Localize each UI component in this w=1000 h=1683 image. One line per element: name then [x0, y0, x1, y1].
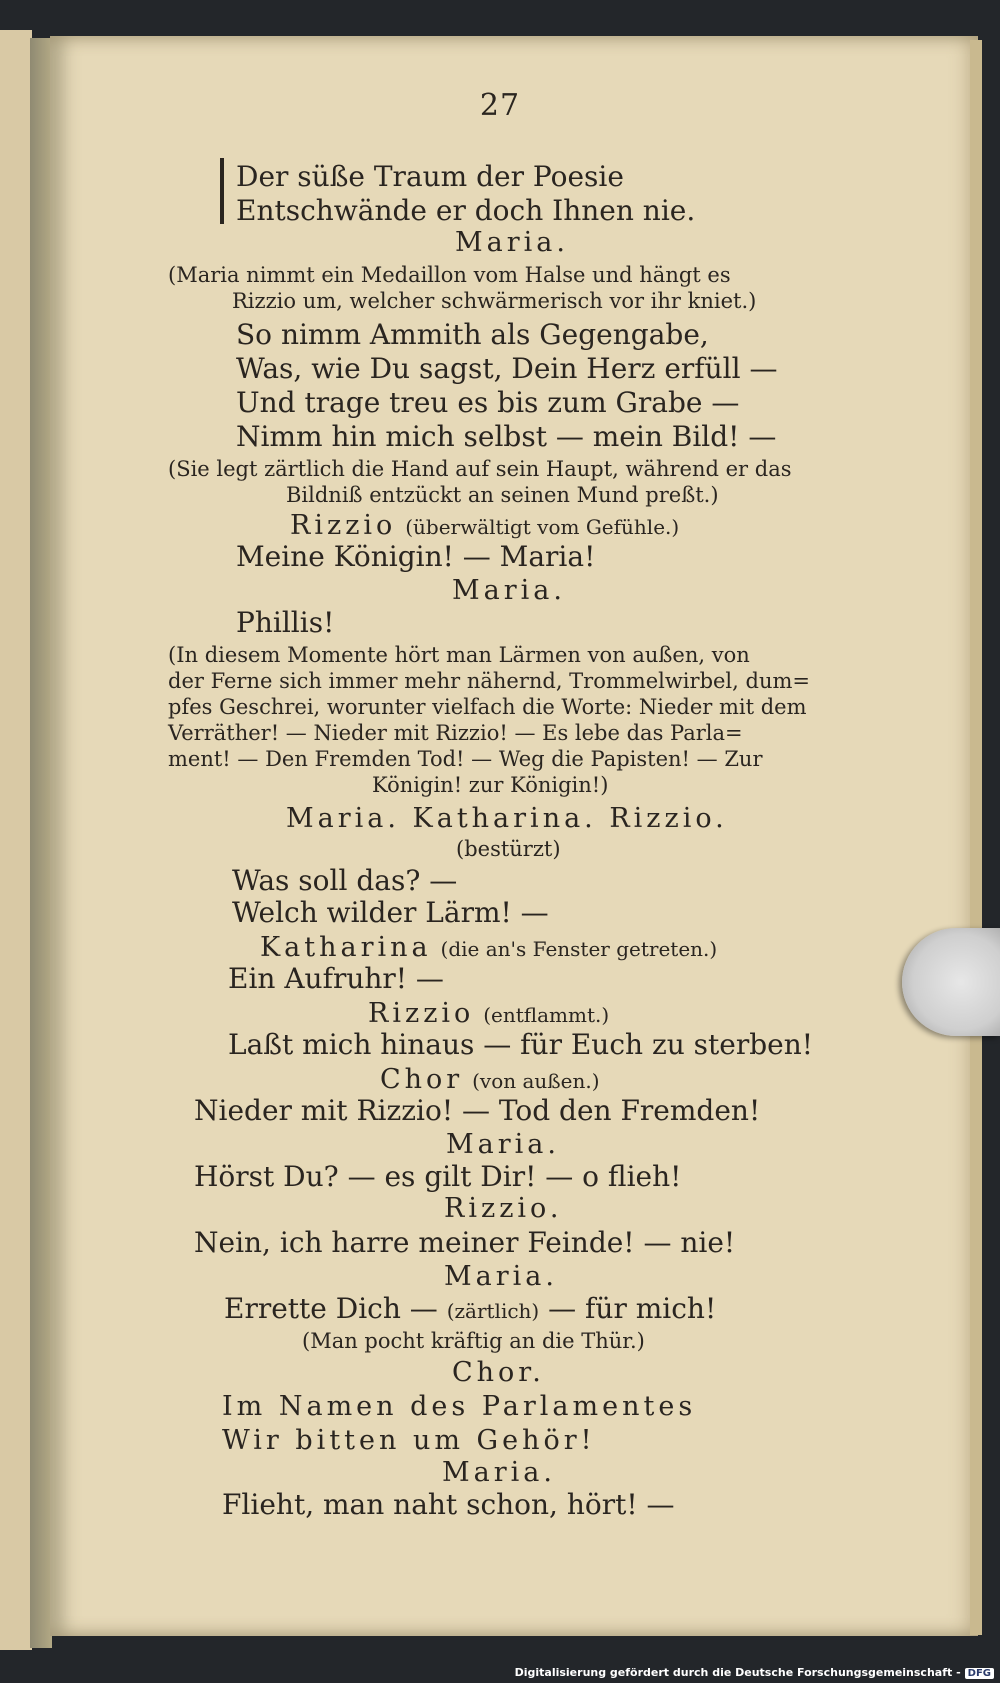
verse-line: Nieder mit Rizzio! — Tod den Fremden! — [194, 1094, 761, 1127]
left-page-edge — [0, 30, 32, 1650]
verse-line: Nein, ich harre meiner Feinde! — nie! — [194, 1226, 736, 1259]
page-right-edge — [970, 40, 982, 1635]
verse-line: Flieht, man naht schon, hört! — — [222, 1488, 675, 1521]
stage-direction: pfes Geschrei, worunter vielfach die Worte: Nieder mit dem — [168, 695, 807, 719]
stage-direction: Rizzio um, welcher schwärmerisch vor ihr kniet.) — [232, 289, 757, 313]
verse-line: Meine Königin! — Maria! — [236, 540, 596, 573]
verse-line: Was, wie Du sagst, Dein Herz erfüll — — [236, 352, 778, 385]
speaker-name: Rizzio. — [444, 1193, 563, 1224]
verse-fragment: Errette Dich — — [224, 1292, 438, 1325]
speaker-name: Maria. — [452, 575, 566, 606]
verse-fragment: — für mich! — [548, 1292, 717, 1325]
verse-line: Phillis! — [236, 606, 335, 639]
speaker-name: Maria. — [442, 1457, 556, 1488]
speaker-name: Katharina — [260, 932, 432, 963]
speaker-name: Rizzio — [290, 510, 397, 541]
margin-bar — [220, 158, 224, 224]
speaker-line — [368, 996, 609, 1032]
stage-direction: (Maria nimmt ein Medaillon vom Halse und hängt es — [168, 263, 731, 287]
stage-direction: ment! — Den Fremden Tod! — Weg die Papisten! — Zur — [168, 747, 763, 771]
stage-direction: Verräther! — Nieder mit Rizzio! — Es lebe das Parla= — [168, 721, 743, 745]
speaker-name: Chor — [380, 1064, 464, 1095]
stage-direction: (Sie legt zärtlich die Hand auf sein Haupt, während er das — [168, 457, 792, 481]
verse-line: Im Namen des Parlamentes — [222, 1391, 697, 1422]
stage-direction: (von außen.) — [472, 1069, 600, 1093]
stage-direction: (entflammt.) — [483, 1003, 610, 1027]
speaker-name: Maria. — [446, 1129, 560, 1160]
scanner-thumb-holder — [902, 928, 1000, 1036]
verse-line — [224, 1292, 716, 1328]
stage-direction: Bildniß entzückt an seinen Mund preßt.) — [286, 483, 719, 507]
dfg-logo: DFG — [965, 1668, 994, 1679]
verse-line: Welch wilder Lärm! — — [232, 896, 549, 929]
stage-direction: (zärtlich) — [446, 1299, 540, 1323]
verse-line: Entschwände er doch Ihnen nie. — [236, 194, 696, 227]
stage-direction: (die an's Fenster getreten.) — [440, 937, 718, 961]
verse-line: Was soll das? — — [232, 864, 458, 897]
credit-text: Digitalisierung gefördert durch die Deutsche Forschungsgemeinschaft - — [514, 1666, 961, 1679]
speaker-name: Rizzio — [368, 998, 475, 1029]
speaker-names: Maria. Katharina. Rizzio. — [286, 803, 728, 834]
verse-line: Laßt mich hinaus — für Euch zu sterben! — [228, 1028, 813, 1061]
verse-line: Der süße Traum der Poesie — [236, 160, 624, 193]
verse-line: Und trage treu es bis zum Grabe — — [236, 386, 740, 419]
stage-direction: der Ferne sich immer mehr nähernd, Trommelwirbel, dum= — [168, 669, 810, 693]
verse-line: Ein Aufruhr! — — [228, 962, 444, 995]
stage-direction: (überwältigt vom Gefühle.) — [405, 515, 680, 539]
speaker-line — [260, 930, 717, 966]
book-gutter — [30, 38, 52, 1648]
stage-direction: Königin! zur Königin!) — [372, 773, 609, 797]
verse-line: Hörst Du? — es gilt Dir! — o flieh! — [194, 1160, 682, 1193]
speaker-line — [380, 1062, 600, 1098]
speaker-name: Maria. — [455, 227, 569, 258]
page-number: 27 — [479, 88, 521, 123]
verse-line: So nimm Ammith als Gegengabe, — [236, 318, 709, 351]
speaker-name: Chor. — [452, 1357, 545, 1388]
speaker-line — [290, 508, 679, 544]
stage-direction: (Man pocht kräftig an die Thür.) — [302, 1329, 645, 1353]
verse-line: Nimm hin mich selbst — mein Bild! — — [236, 420, 777, 453]
stage-direction: (bestürzt) — [456, 837, 561, 861]
verse-line: Wir bitten um Gehör! — [222, 1425, 596, 1456]
stage-direction: (In diesem Momente hört man Lärmen von außen, von — [168, 643, 750, 667]
digitization-credit — [515, 1666, 994, 1679]
speaker-name: Maria. — [444, 1261, 558, 1292]
